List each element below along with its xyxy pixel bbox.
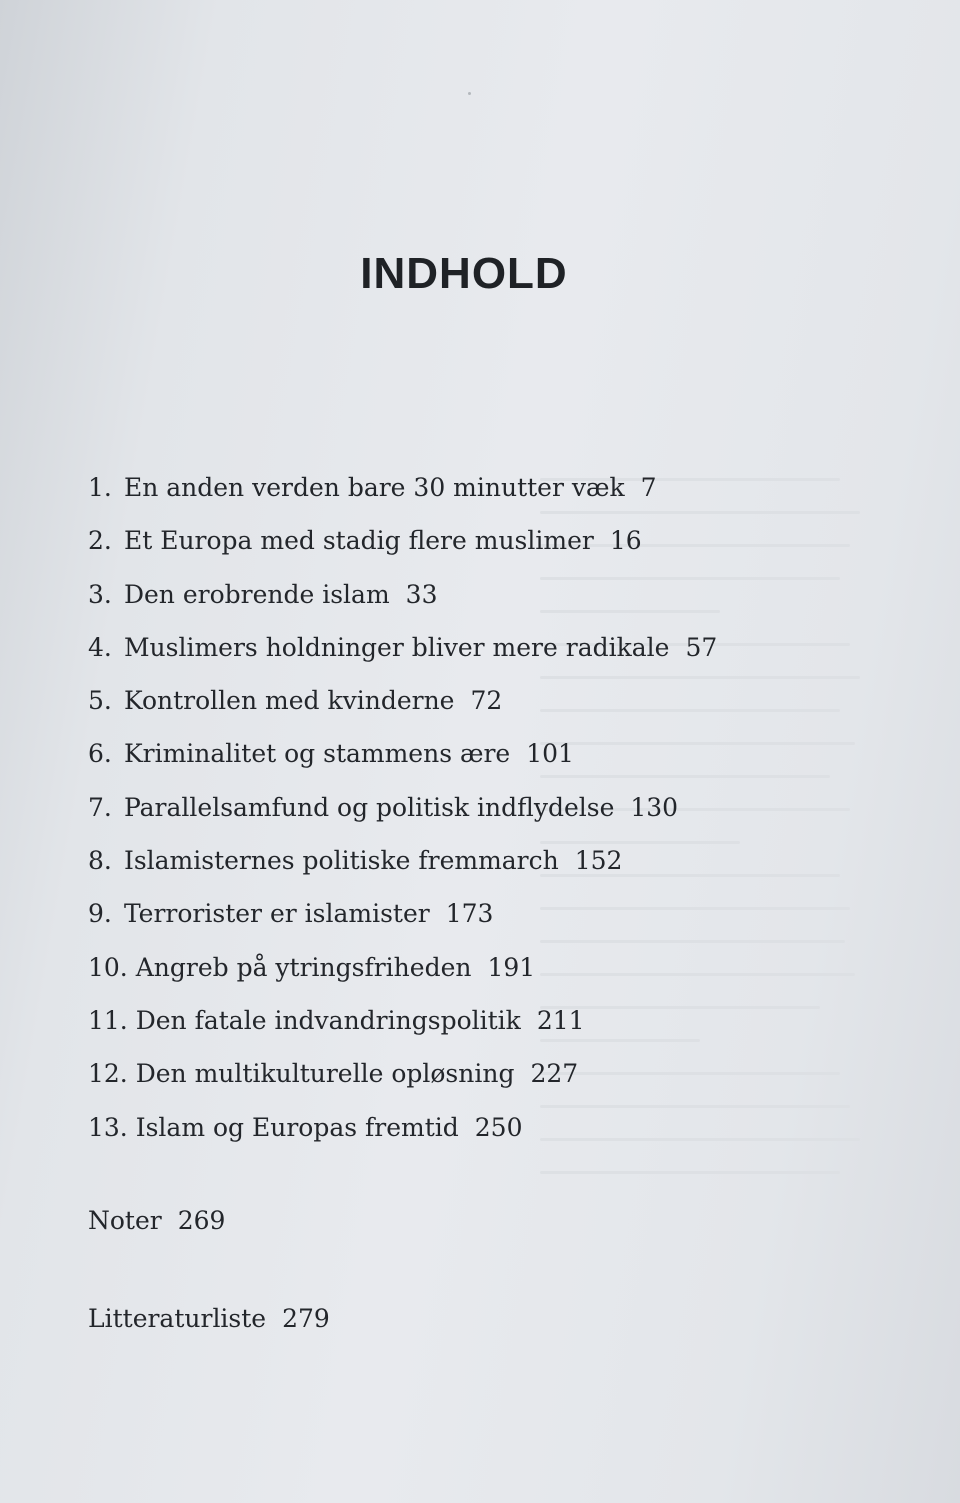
bibliography-title: Litteraturliste <box>88 1304 267 1333</box>
page-title: INDHOLD <box>360 249 568 299</box>
chapter-title: Parallelsamfund og politisk indflydelse <box>123 792 615 822</box>
chapter-number: 1. <box>88 473 112 502</box>
chapter-title: Islamisternes politiske fremmarch <box>123 846 559 876</box>
chapter-number: 9. <box>88 899 112 929</box>
chapter-title: En anden verden bare 30 minutter væk <box>123 473 625 502</box>
page-number: 7 <box>640 473 657 502</box>
page-number: 227 <box>530 1059 579 1089</box>
toc-entry-bibliography <box>88 1304 330 1333</box>
page-number: 16 <box>609 526 642 556</box>
chapter-title: Muslimers holdninger bliver mere radikale <box>123 632 670 662</box>
toc-entry <box>88 786 848 839</box>
chapter-title: Kontrollen med kvinderne <box>123 686 455 716</box>
table-of-contents <box>88 466 848 1159</box>
page-number: 250 <box>474 1112 523 1142</box>
chapter-number: 7. <box>88 792 112 822</box>
page-number: 211 <box>536 1005 585 1035</box>
chapter-number: 10. <box>88 952 128 982</box>
chapter-title: Islam og Europas fremtid <box>135 1112 459 1142</box>
chapter-number: 13. <box>88 1112 128 1142</box>
chapter-title: Angreb på ytringsfriheden <box>135 952 472 982</box>
toc-entry <box>88 946 848 999</box>
chapter-title: Den fatale indvandringspolitik <box>135 1005 521 1035</box>
chapter-number: 2. <box>88 526 112 556</box>
page-number: 101 <box>526 739 574 769</box>
toc-entry <box>88 626 848 679</box>
toc-entry <box>88 679 848 732</box>
toc-entry-notes <box>88 1206 225 1235</box>
toc-entry <box>88 999 848 1052</box>
toc-entry <box>88 1106 848 1159</box>
page-number: 173 <box>445 899 494 929</box>
toc-entry <box>88 573 848 626</box>
page-number: 130 <box>630 792 679 822</box>
chapter-title: Terrorister er islamister <box>123 899 430 929</box>
chapter-number: 3. <box>88 579 112 609</box>
chapter-title: Et Europa med stadig flere muslimer <box>123 526 594 556</box>
notes-title: Noter <box>88 1206 162 1235</box>
toc-entry <box>88 732 848 785</box>
chapter-title: Den erobrende islam <box>123 579 390 609</box>
chapter-title: Den multikulturelle opløsning <box>135 1059 515 1089</box>
chapter-number: 4. <box>88 632 112 662</box>
chapter-title: Kriminalitet og stammens ære <box>123 739 511 769</box>
page-number: 72 <box>470 686 503 716</box>
chapter-number: 8. <box>88 846 112 876</box>
toc-entry <box>88 1052 848 1105</box>
page-number: 269 <box>177 1206 226 1235</box>
chapter-number: 6. <box>88 739 112 769</box>
toc-entry <box>88 892 848 945</box>
page-number: 57 <box>685 632 718 662</box>
toc-entry <box>88 466 848 519</box>
page-number: 152 <box>574 846 623 876</box>
page-number: 279 <box>282 1304 330 1333</box>
paper-speck <box>468 92 471 95</box>
chapter-number: 12. <box>88 1059 128 1089</box>
page-number: 33 <box>405 579 438 609</box>
toc-entry <box>88 839 848 892</box>
chapter-number: 5. <box>88 686 112 716</box>
chapter-number: 11. <box>88 1005 128 1035</box>
page-number: 191 <box>487 952 536 982</box>
toc-entry <box>88 519 848 572</box>
